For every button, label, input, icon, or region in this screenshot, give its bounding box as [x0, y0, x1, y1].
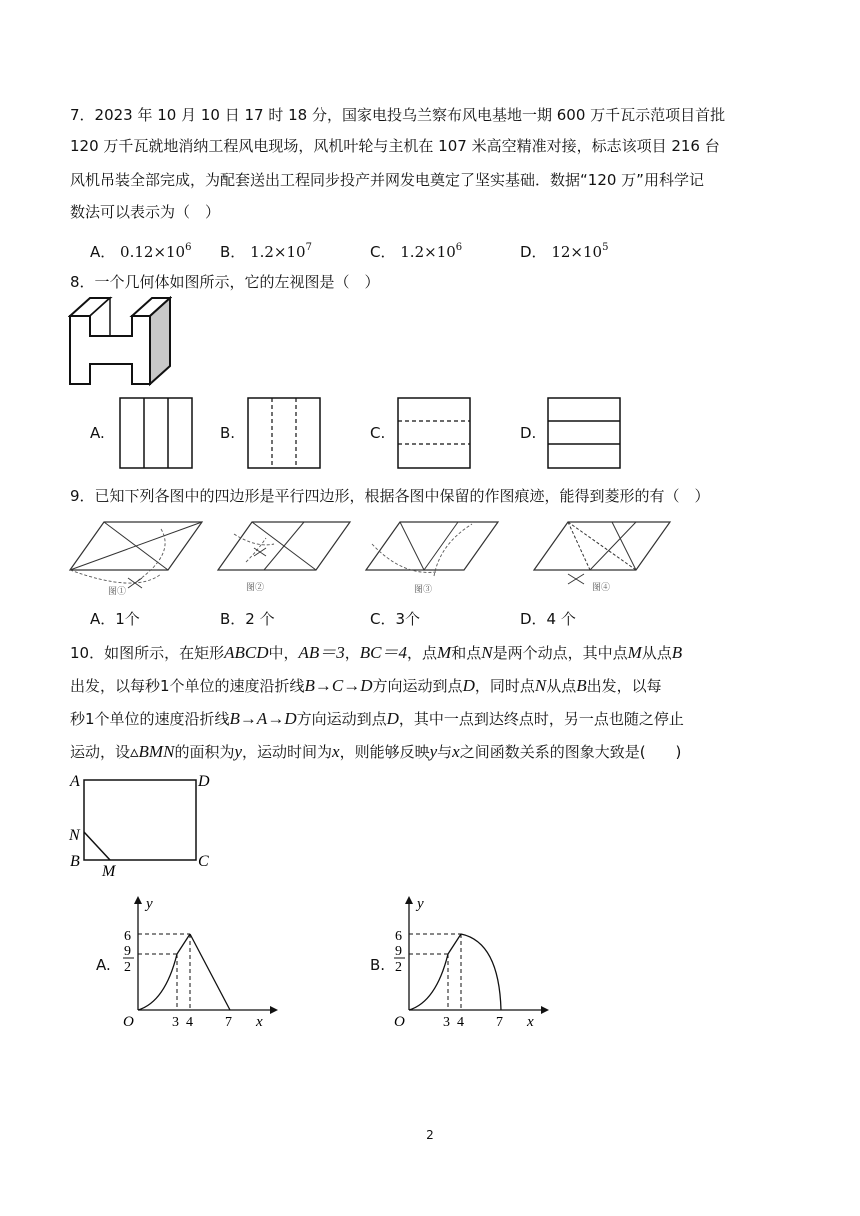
- q10-line-3: 秒1个单位的速度沿折线B→A→D方向运动到点D，其中一点到达终点时，另一点也随之停止: [70, 709, 684, 728]
- q7-option-d: D． $12\times 10^5$: [520, 242, 609, 261]
- tick-y-den: 2: [395, 960, 402, 975]
- tick-y-num: 9: [395, 944, 402, 959]
- q10-option-a-label: A.: [96, 956, 111, 974]
- q7-line-4: 数法可以表示为（ ）: [70, 203, 221, 221]
- q9-option-a: A．1个: [90, 610, 140, 628]
- q10-graph-a: [110, 892, 280, 1032]
- origin-label: O: [394, 1014, 405, 1030]
- label-a: A: [70, 773, 80, 790]
- q9-figure-1: [66, 514, 206, 598]
- q9-option-b: B．2 个: [220, 610, 275, 628]
- q10-rectangle-figure: [64, 766, 224, 882]
- tick-x-4: 4: [457, 1015, 464, 1030]
- tick-x-3: 3: [443, 1015, 450, 1030]
- q7-line-1: 7．2023 年 10 月 10 日 17 时 18 分，国家电投乌兰察布风电基地一期 600 万千瓦示范项目首批: [70, 106, 726, 124]
- q9-option-d: D．4 个: [520, 610, 576, 628]
- tick-x-7: 7: [496, 1015, 503, 1030]
- q9-option-c: C．3个: [370, 610, 421, 628]
- q8-option-a-figure: [119, 397, 193, 469]
- q10-graph-b: [381, 892, 551, 1032]
- q9-figure-3: [362, 514, 502, 598]
- q10-option-b-label: B.: [370, 956, 386, 974]
- q10-line-2: 出发，以每秒1个单位的速度沿折线B→C→D方向运动到点D，同时点N从点B出发，以每: [70, 676, 662, 695]
- q8-option-b-figure: [247, 397, 321, 469]
- q8-option-d-figure: [547, 397, 621, 469]
- label-b: B: [70, 853, 80, 870]
- label-c: C: [198, 853, 209, 870]
- q9-figure-3-label: 图③: [414, 584, 433, 594]
- q7-option-b: B． $1.2\times 10^7$: [220, 242, 312, 261]
- origin-label: O: [123, 1014, 134, 1030]
- q8-solid-figure: [68, 296, 172, 388]
- q9-figure-2: [214, 514, 354, 598]
- q9-figure-4-label: 图④: [592, 582, 611, 592]
- tick-x-4: 4: [186, 1015, 193, 1030]
- q10-line-4: 运动，设▵BMN的面积为y，运动时间为x，则能够反映y与x之间函数关系的图象大致是( ): [70, 742, 682, 761]
- q9-figure-2-label: 图②: [246, 582, 265, 592]
- y-axis-label: y: [417, 896, 424, 912]
- y-axis-label: y: [146, 896, 153, 912]
- tick-y-6: 6: [124, 929, 131, 944]
- q8-option-a-label: A.: [90, 424, 105, 442]
- tick-x-3: 3: [172, 1015, 179, 1030]
- q8-option-b-label: B.: [220, 424, 236, 442]
- q7-option-a: A． $0.12\times 10^6$: [90, 242, 192, 261]
- q8-option-c-figure: [397, 397, 471, 469]
- x-axis-label: x: [527, 1014, 534, 1030]
- label-m: M: [102, 863, 116, 880]
- q7-option-c: C． $1.2\times 10^6$: [370, 242, 463, 261]
- q7-line-3: 风机吊装全部完成，为配套送出工程同步投产并网发电奠定了坚实基础．数据“120 万”用科学记: [70, 171, 704, 189]
- q8-option-c-label: C.: [370, 424, 386, 442]
- tick-x-7: 7: [225, 1015, 232, 1030]
- tick-y-num: 9: [124, 944, 131, 959]
- label-d: D: [198, 773, 210, 790]
- q9-figure-4: [530, 514, 674, 598]
- label-n: N: [69, 827, 80, 844]
- q9-stem: 9．已知下列各图中的四边形是平行四边形，根据各图中保留的作图痕迹，能得到菱形的有（ ）: [70, 487, 710, 505]
- x-axis-label: x: [256, 1014, 263, 1030]
- q7-line-2: 120 万千瓦就地消纳工程风电现场，风机叶轮与主机在 107 米高空精准对接，标志该项目 216 台: [70, 137, 720, 155]
- q9-figure-1-label: 图①: [108, 586, 127, 596]
- page-number: 2: [426, 1128, 434, 1142]
- q8-stem: 8．一个几何体如图所示，它的左视图是（ ）: [70, 273, 380, 291]
- tick-y-6: 6: [395, 929, 402, 944]
- q10-line-1: 10．如图所示，在矩形ABCD中，AB＝3，BC＝4，点M和点N是两个动点，其中点M从点B: [70, 643, 683, 662]
- q8-option-d-label: D.: [520, 424, 537, 442]
- tick-y-den: 2: [124, 960, 131, 975]
